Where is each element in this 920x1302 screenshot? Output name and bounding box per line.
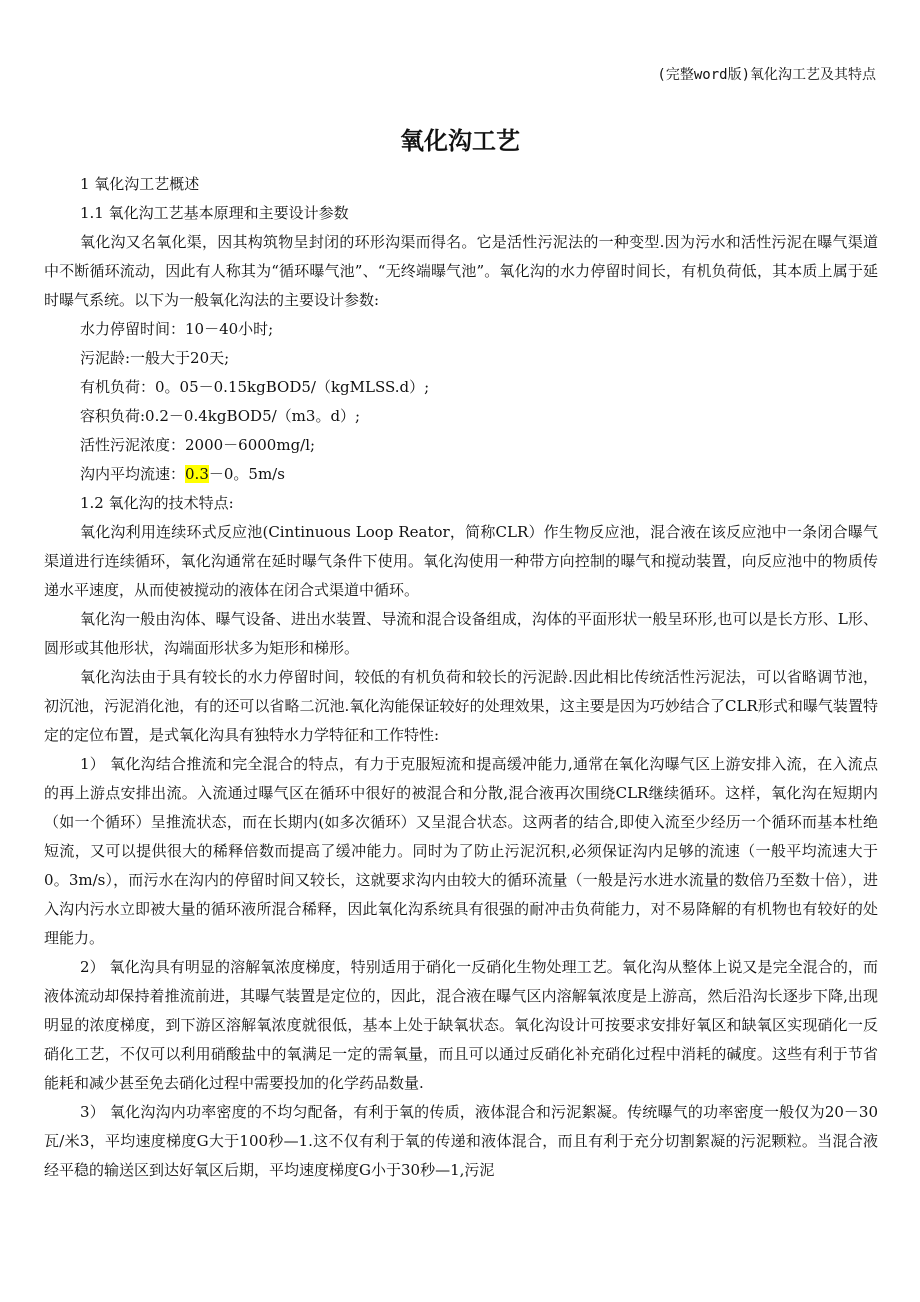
section-heading-1: 1 氧化沟工艺概述 <box>80 175 200 193</box>
section-heading-1-2: 1.2 氧化沟的技术特点: <box>80 494 234 512</box>
param-flow-speed <box>44 460 878 489</box>
highlighted-value: 0.3 <box>185 465 209 483</box>
param-volume-load: 容积负荷:0.2－0.4kgBOD5/（m3。d）; <box>80 407 361 425</box>
document-body <box>44 170 878 1185</box>
section-heading-1-1: 1.1 氧化沟工艺基本原理和主要设计参数 <box>80 204 349 222</box>
document-title: 氧化沟工艺 <box>400 127 520 155</box>
flow-speed-label: 沟内平均流速： <box>80 465 186 483</box>
intro-paragraph: 氧化沟又名氧化渠，因其构筑物呈封闭的环形沟渠而得名。它是活性污泥法的一种变型.因为污水和活性污泥在曝气渠道中不断循环流动，因此有人称其为“循环曝气池”、“无终端曝气池”。氧化沟的水力停留时间长，有机负荷低，其本质上属于延时曝气系统。以下为一般氧化沟法的主要设计参数: <box>44 233 878 309</box>
running-header: (完整word版)氧化沟工艺及其特点 <box>657 67 876 83</box>
paragraph-composition: 氧化沟一般由沟体、曝气设备、进出水装置、导流和混合设备组成，沟体的平面形状一般呈环形,也可以是长方形、L形、圆形或其他形状，沟端面形状多为矩形和梯形。 <box>44 610 878 657</box>
param-sludge-concentration: 活性污泥浓度：2000－6000mg/l; <box>80 436 316 454</box>
param-organic-load: 有机负荷：0。05－0.15kgBOD5/（kgMLSS.d）; <box>80 378 430 396</box>
point-1-paragraph: 1） 氧化沟结合推流和完全混合的特点，有力于克服短流和提高缓冲能力,通常在氧化沟曝气区上游安排入流，在入流点的再上游点安排出流。入流通过曝气区在循环中很好的被混合和分散,混合液再次围绕CLR继续循环。这样，氧化沟在短期内（如一个循环）呈推流状态，而在长期内(如多次循环）又呈混合状态。这两者的结合,即使入流至少经历一个循环而基本杜绝短流，又可以提供很大的稀释倍数而提高了缓冲能力。同时为了防止污泥沉积,必须保证沟内足够的流速（一般平均流速大于0。3m/s），而污水在沟内的停留时间又较长，这就要求沟内由较大的循环流量（一般是污水进水流量的数倍乃至数十倍），进入沟内污水立即被大量的循环液所混合稀释，因此氧化沟系统具有很强的耐冲击负荷能力，对不易降解的有机物也有较好的处理能力。 <box>44 755 878 947</box>
param-hydraulic-retention: 水力停留时间：10－40小时; <box>80 320 274 338</box>
param-sludge-age: 污泥龄:一般大于20天; <box>80 349 230 367</box>
paragraph-clr: 氧化沟利用连续环式反应池(Cintinuous Loop Reator，简称CLR）作生物反应池，混合液在该反应池中一条闭合曝气渠道进行连续循环，氧化沟通常在延时曝气条件下使用。氧化沟使用一种带方向控制的曝气和搅动装置，向反应池中的物质传递水平速度，从而使被搅动的液体在闭合式渠道中循环。 <box>44 523 878 599</box>
paragraph-advantages: 氧化沟法由于具有较长的水力停留时间，较低的有机负荷和较长的污泥龄.因此相比传统活性污泥法，可以省略调节池，初沉池，污泥消化池，有的还可以省略二沉池.氧化沟能保证较好的处理效果，这主要是因为巧妙结合了CLR形式和曝气装置特定的定位布置，是式氧化沟具有独特水力学特征和工作特性: <box>44 668 878 744</box>
point-3-paragraph: 3） 氧化沟沟内功率密度的不均匀配备，有利于氧的传质，液体混合和污泥絮凝。传统曝气的功率密度一般仅为20－30瓦/米3，平均速度梯度G大于100秒—1.这不仅有利于氧的传递和液体混合，而且有利于充分切割絮凝的污泥颗粒。当混合液经平稳的输送区到达好氧区后期，平均速度梯度G小于30秒—1,污泥 <box>44 1103 878 1179</box>
point-2-paragraph: 2） 氧化沟具有明显的溶解氧浓度梯度，特别适用于硝化一反硝化生物处理工艺。氧化沟从整体上说又是完全混合的，而液体流动却保持着推流前进，其曝气装置是定位的，因此，混合液在曝气区内溶解氧浓度是上游高，然后沿沟长逐步下降,出现明显的浓度梯度，到下游区溶解氧浓度就很低，基本上处于缺氧状态。氧化沟设计可按要求安排好氧区和缺氧区实现硝化一反硝化工艺，不仅可以利用硝酸盐中的氧满足一定的需氧量，而且可以通过反硝化补充硝化过程中消耗的碱度。这些有利于节省能耗和减少甚至免去硝化过程中需要投加的化学药品数量. <box>44 958 878 1092</box>
flow-speed-unit: －0。5m/s <box>208 465 285 483</box>
